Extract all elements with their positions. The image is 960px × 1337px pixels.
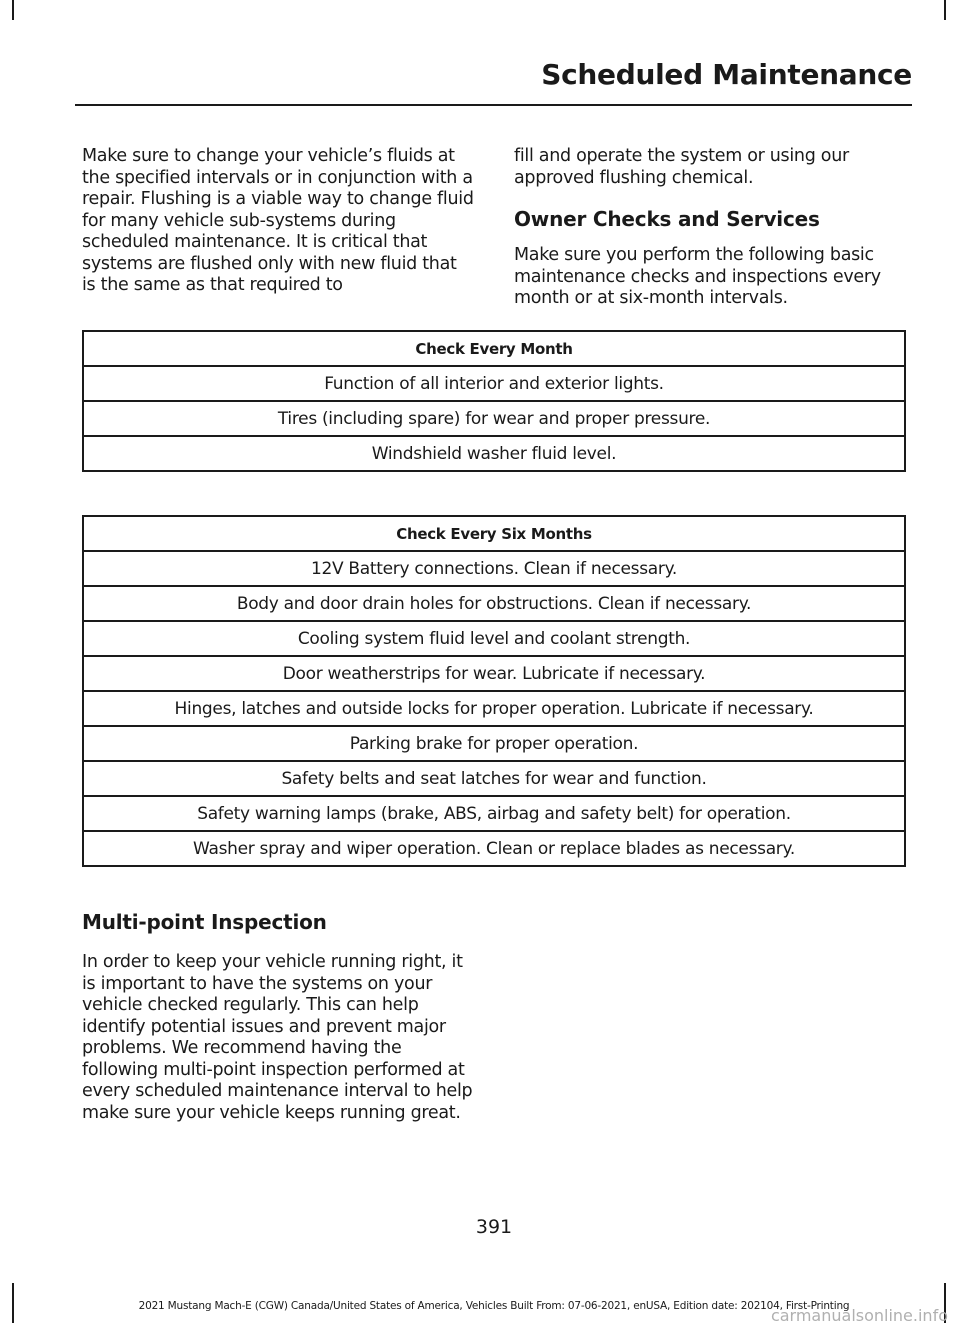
monthly-check-table bbox=[82, 330, 906, 472]
multipoint-heading: Multi-point Inspection bbox=[82, 910, 327, 934]
intro-right-column bbox=[514, 146, 906, 310]
intro-left-column bbox=[82, 146, 474, 297]
six-month-table-row: 12V Battery connections. Clean if necessary. bbox=[83, 551, 905, 586]
monthly-table-header: Check Every Month bbox=[83, 331, 905, 366]
six-month-check-table bbox=[82, 515, 906, 867]
monthly-table-row: Function of all interior and exterior lights. bbox=[83, 366, 905, 401]
page-number: 391 bbox=[475, 1216, 513, 1238]
six-month-table-row: Hinges, latches and outside locks for proper operation. Lubricate if necessary. bbox=[83, 691, 905, 726]
six-month-table-row: Safety warning lamps (brake, ABS, airbag and safety belt) for operation. bbox=[83, 796, 905, 831]
six-month-table-row: Parking brake for proper operation. bbox=[83, 726, 905, 761]
multipoint-paragraph: In order to keep your vehicle running right, it is important to have the systems on your vehicle checked regularly. This can help identify potential issues and prevent major problems. We recommend having the following multi-point inspection performed at every scheduled maintenance interval to help make sure your vehicle keeps running great. bbox=[82, 952, 473, 1123]
crop-mark-top-left bbox=[12, 0, 14, 20]
six-month-table-row: Body and door drain holes for obstructions. Clean if necessary. bbox=[83, 586, 905, 621]
six-month-table-row: Safety belts and seat latches for wear and function. bbox=[83, 761, 905, 796]
six-month-table-row: Door weatherstrips for wear. Lubricate if necessary. bbox=[83, 656, 905, 691]
intro-paragraph-right: fill and operate the system or using our approved flushing chemical. bbox=[514, 146, 849, 188]
watermark: carmanualsonline.info bbox=[770, 1306, 948, 1325]
footer-edition-text: 2021 Mustang Mach-E (CGW) Canada/United States of America, Vehicles Built From: 07-06-2021, enUSA, Edition date: 202104, First-Printing bbox=[138, 1300, 850, 1312]
owner-checks-paragraph: Make sure you perform the following basic maintenance checks and inspections every month or at six-month intervals. bbox=[514, 245, 881, 308]
owner-checks-heading: Owner Checks and Services bbox=[514, 207, 820, 231]
six-month-table-header: Check Every Six Months bbox=[83, 516, 905, 551]
crop-mark-top-right bbox=[944, 0, 946, 20]
intro-paragraph-left: Make sure to change your vehicle’s fluids at the specified intervals or in conjunction with a repair. Flushing is a viable way to change fluid for many vehicle sub-systems during scheduled maintenance. It is critical that systems are flushed only with new fluid that is the same as that required to bbox=[82, 146, 474, 295]
monthly-table-row: Tires (including spare) for wear and proper pressure. bbox=[83, 401, 905, 436]
six-month-table-row: Cooling system fluid level and coolant strength. bbox=[83, 621, 905, 656]
monthly-table-row: Windshield washer fluid level. bbox=[83, 436, 905, 471]
six-month-table-row: Washer spray and wiper operation. Clean or replace blades as necessary. bbox=[83, 831, 905, 866]
multipoint-column bbox=[82, 952, 477, 1124]
page-title: Scheduled Maintenance bbox=[541, 58, 912, 91]
header-divider bbox=[75, 104, 912, 106]
